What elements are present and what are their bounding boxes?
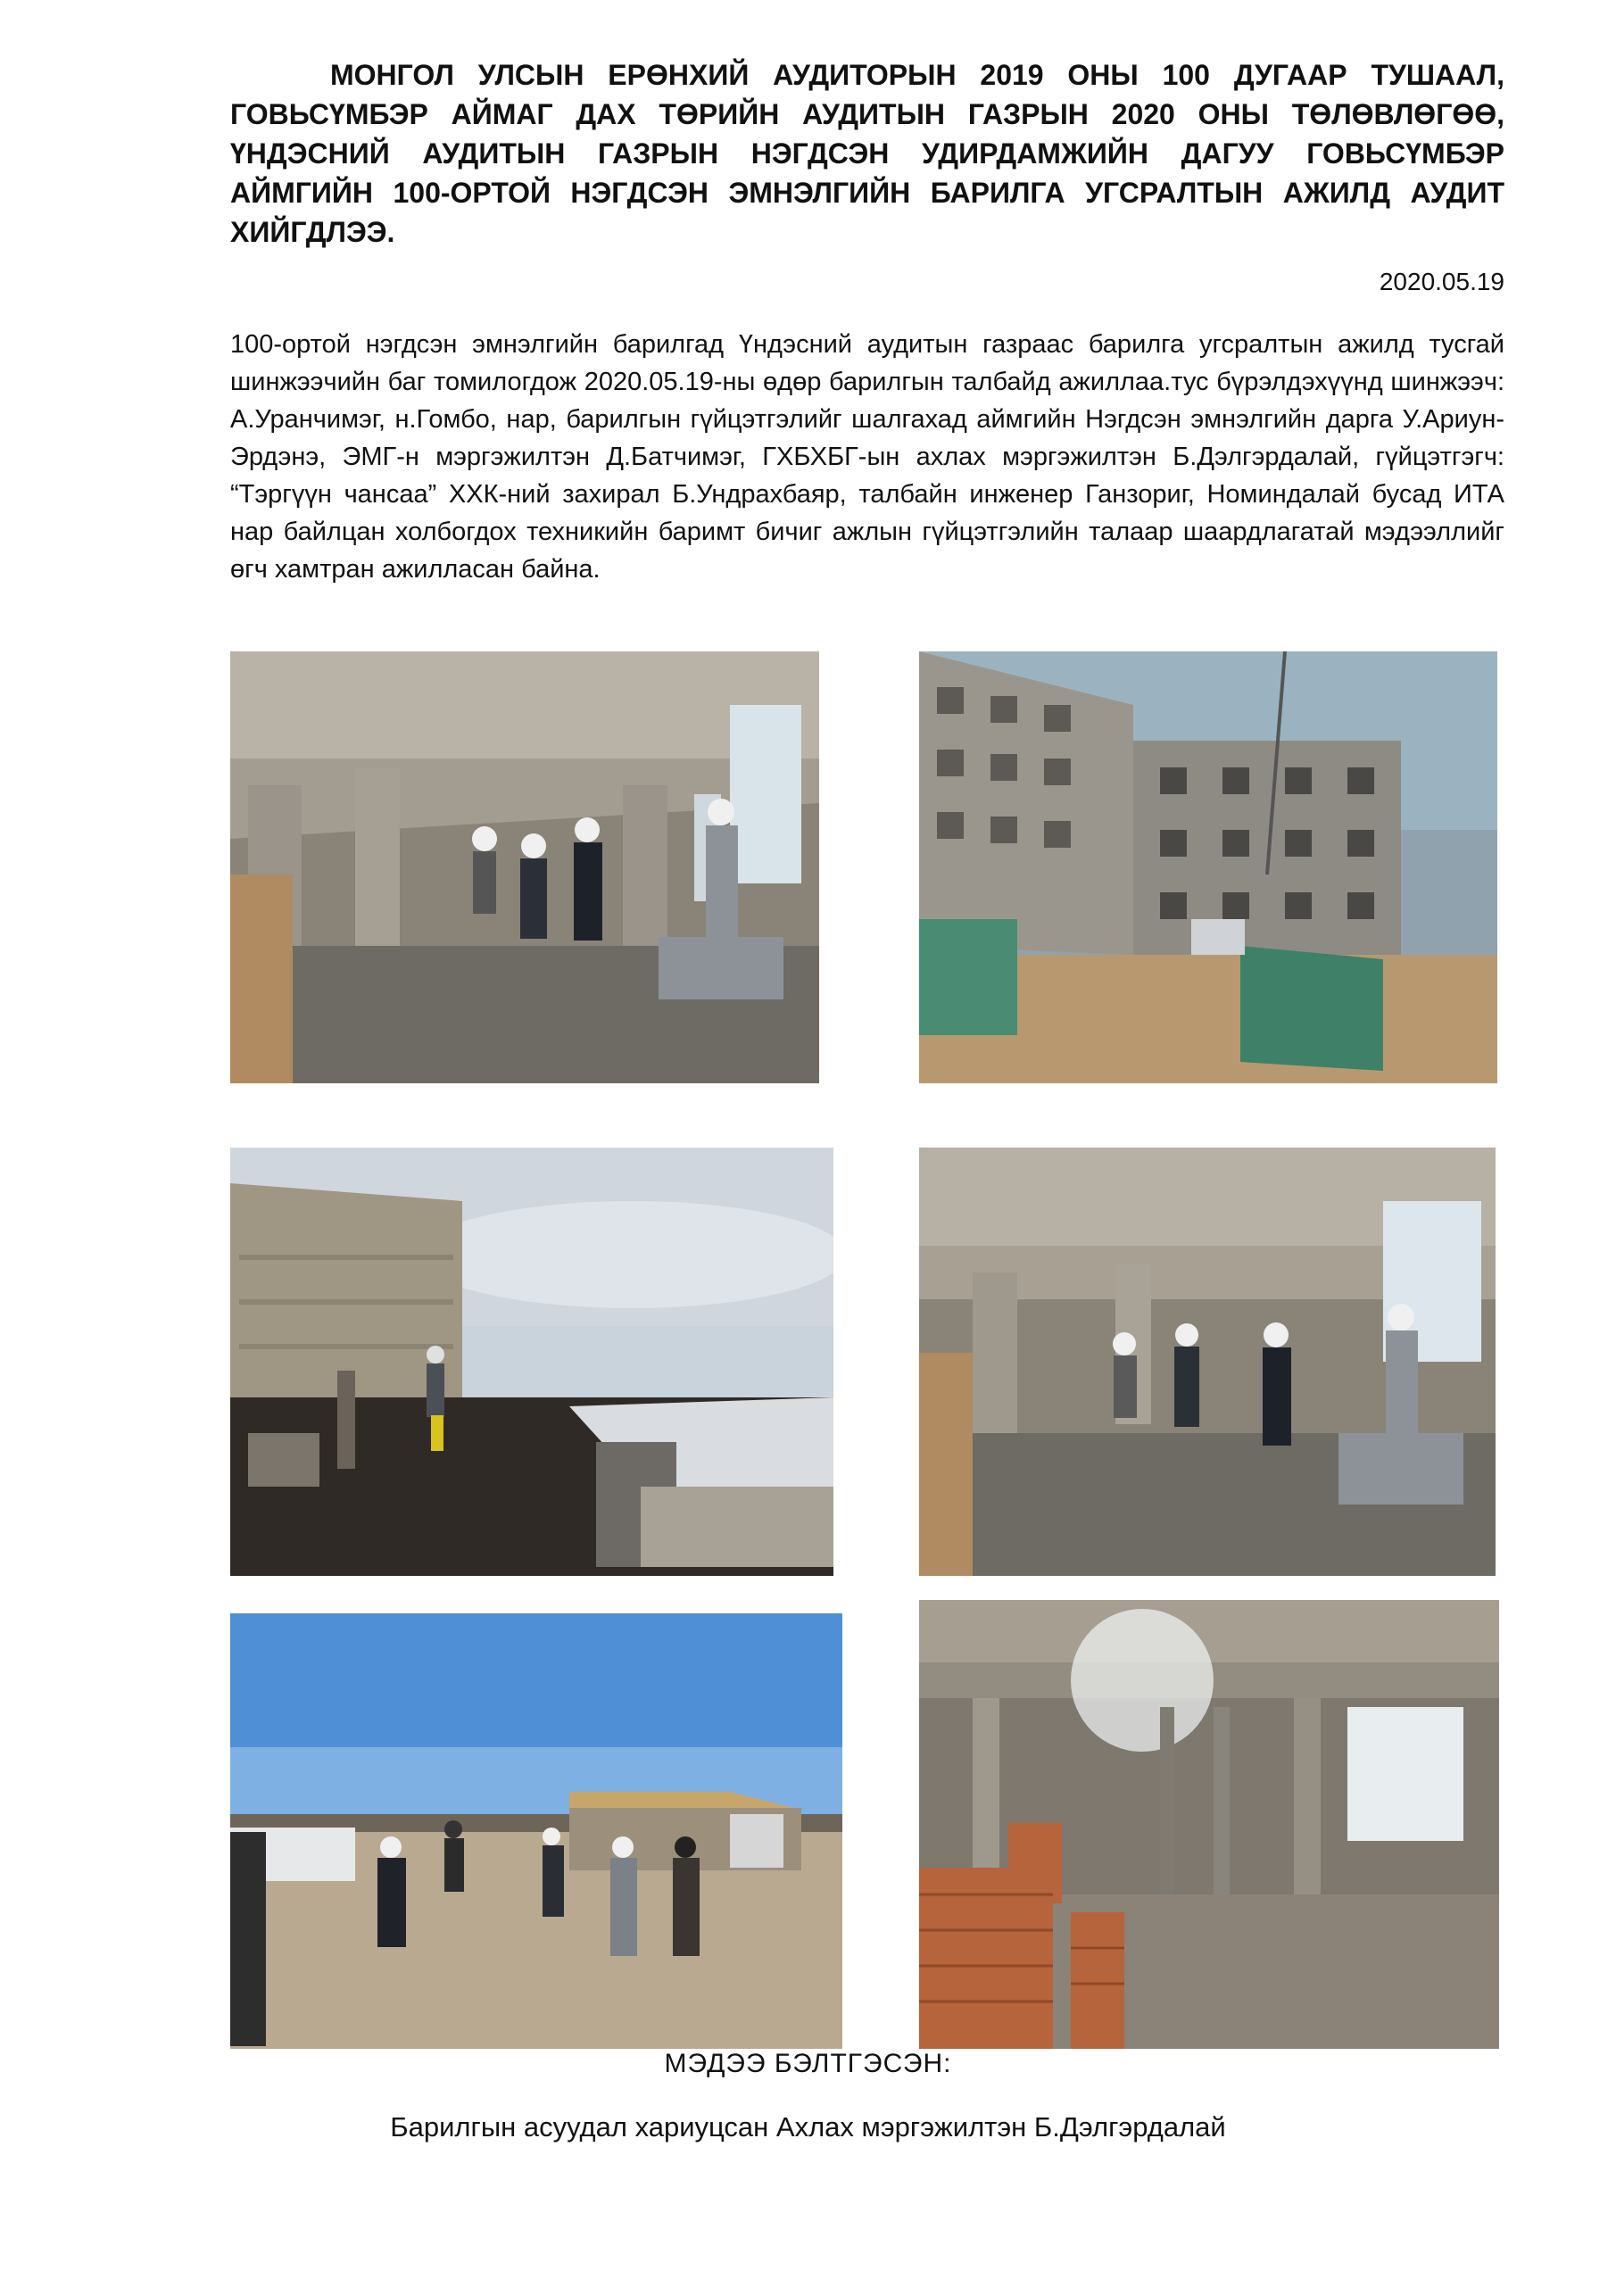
building-exterior-photo bbox=[919, 651, 1497, 1083]
document-date: 2020.05.19 bbox=[1379, 268, 1504, 295]
site-group-photo bbox=[230, 1613, 842, 2049]
document-title: МОНГОЛ УЛСЫН ЕРӨНХИЙ АУДИТОРЫН 2019 ОНЫ 100 ДУГААР ТУШААЛ, ГОВЬСҮМБЭР АЙМАГ ДАХ ТӨРИЙН АУДИТЫН ГАЗРЫН 2020 ОНЫ ТӨЛӨВЛӨГӨӨ, ҮНДЭСНИЙ АУДИТЫН ГАЗРЫН НЭГДСЭН УДИРДАМЖИЙН ДАГУУ ГОВЬСҮМБЭР АЙМГИЙН 100-ОРТОЙ НЭГДСЭН ЭМНЭЛГИЙН БАРИЛГА УГСРАЛТЫН АЖИЛД АУДИТ ХИЙГДЛЭЭ. bbox=[230, 59, 1504, 248]
interior-inspection-photo bbox=[230, 651, 819, 1083]
footer-prepared-by-label: МЭДЭЭ БЭЛТГЭСЭН: bbox=[664, 2049, 952, 2078]
document-body: 100-ортой нэгдсэн эмнэлгийн барилгад Үндэсний аудитын газраас барилга угсралтын ажилд тусгай шинжээчийн баг томилогдож 2020.05.19-ны өдөр барилгын талбайд ажиллаа.тус бүрэлдэхүүнд шинжээч: А.Уранчимэг, н.Гомбо, нар, барилгын гүйцэтгэлийг шалгахад аймгийн Нэгдсэн эмнэлгийн дарга У.Ариун-Эрдэнэ, ЭМГ-н мэргэжилтэн Д.Батчимэг, ГХБХБГ-ын ахлах мэргэжилтэн Б.Дэлгэрдалай, гүйцэтгэгч: “Тэргүүн чансаа” ХХК-ний захирал Б.Ундрахбаяр, талбайн инженер Ганзориг, Номиндалай бусад ИТА нар байлцан холбогдох техникийн баримт бичиг ажлын гүйцэтгэлийн талаар шаардлагатай мэдээллийг өгч хамтран ажилласан байна. bbox=[230, 330, 1504, 584]
footer-author: Барилгын асуудал хариуцсан Ахлах мэргэжилтэн Б.Дэлгэрдалай bbox=[390, 2111, 1226, 2143]
brick-interior-photo bbox=[919, 1600, 1499, 2049]
rooftop-photo bbox=[230, 1148, 833, 1576]
interior-inspection-photo-2 bbox=[919, 1148, 1496, 1576]
